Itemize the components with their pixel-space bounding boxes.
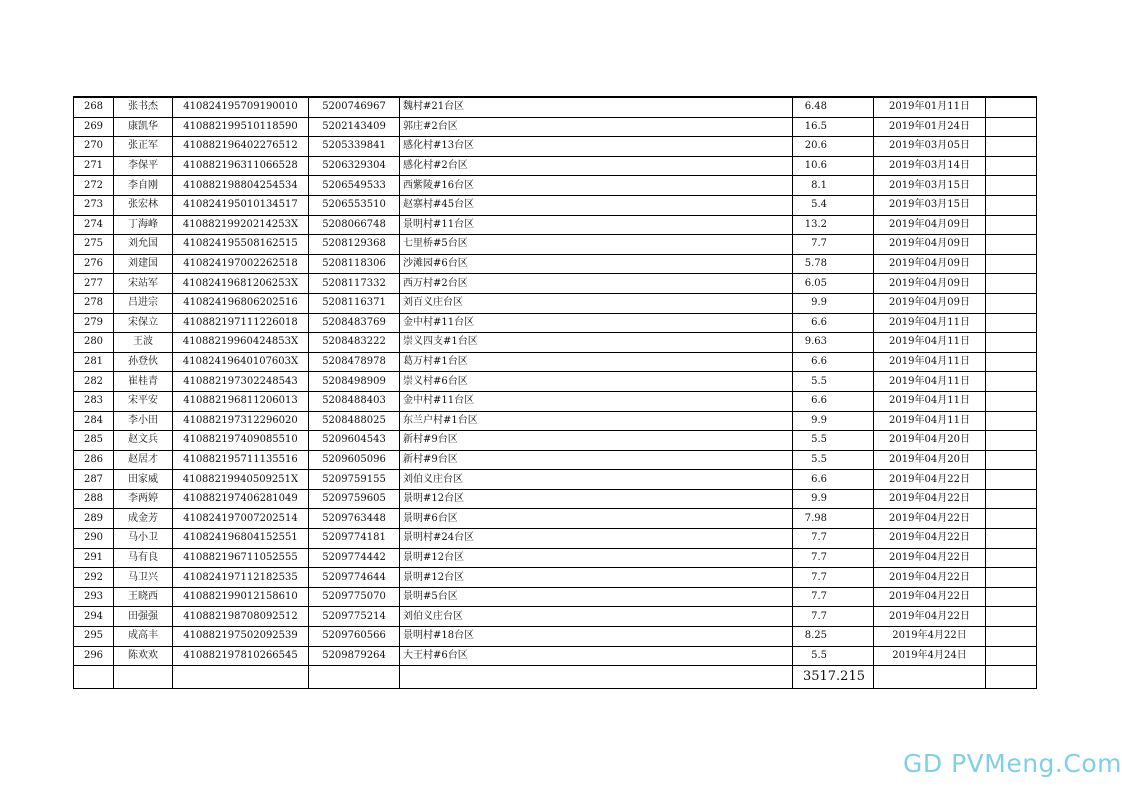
cell-number: 272 bbox=[74, 176, 114, 196]
cell-date: 2019年04月22日 bbox=[874, 607, 986, 627]
cell-number: 268 bbox=[74, 97, 114, 117]
cell-name: 马卫兴 bbox=[114, 568, 173, 588]
cell-number: 281 bbox=[74, 352, 114, 372]
cell-number: 277 bbox=[74, 274, 114, 294]
cell-id-number: 410824195010134517 bbox=[173, 195, 309, 215]
cell-date: 2019年04月09日 bbox=[874, 215, 986, 235]
cell-account: 5209759605 bbox=[309, 489, 400, 509]
cell-id-number: 410824195508162515 bbox=[173, 235, 309, 255]
cell-date: 2019年04月22日 bbox=[874, 489, 986, 509]
cell-name: 宋站军 bbox=[114, 274, 173, 294]
cell-capacity: 7.7 bbox=[793, 235, 874, 255]
cell-capacity: 5.5 bbox=[793, 372, 874, 392]
cell-remark bbox=[986, 156, 1037, 176]
cell-remark bbox=[986, 117, 1037, 137]
cell-name: 张正军 bbox=[114, 137, 173, 157]
cell-name: 王晓西 bbox=[114, 587, 173, 607]
cell-remark bbox=[986, 137, 1037, 157]
cell-location: 葛万村#1台区 bbox=[400, 352, 793, 372]
cell-remark bbox=[986, 372, 1037, 392]
cell-name: 吕进宗 bbox=[114, 293, 173, 313]
cell-id-number: 410882197302248543 bbox=[173, 372, 309, 392]
table-row bbox=[74, 627, 1037, 647]
cell-account: 5209774181 bbox=[309, 529, 400, 549]
cell-name: 李两婷 bbox=[114, 489, 173, 509]
cell-account: 5208488025 bbox=[309, 411, 400, 431]
table-row bbox=[74, 97, 1037, 117]
table-row bbox=[74, 529, 1037, 549]
cell-account: 5208118306 bbox=[309, 254, 400, 274]
cell-number: 295 bbox=[74, 627, 114, 647]
cell-id-number: 410824197007202514 bbox=[173, 509, 309, 529]
table-row bbox=[74, 313, 1037, 333]
cell-location: 郭庄#2台区 bbox=[400, 117, 793, 137]
cell-remark bbox=[986, 568, 1037, 588]
table-row bbox=[74, 431, 1037, 451]
cell-capacity: 20.6 bbox=[793, 137, 874, 157]
cell-id-number: 410882195711135516 bbox=[173, 450, 309, 470]
total-empty-cell bbox=[309, 666, 400, 689]
cell-name: 刘建国 bbox=[114, 254, 173, 274]
cell-id-number: 410882197502092539 bbox=[173, 627, 309, 647]
cell-number: 284 bbox=[74, 411, 114, 431]
cell-remark bbox=[986, 293, 1037, 313]
cell-number: 282 bbox=[74, 372, 114, 392]
cell-account: 5209774644 bbox=[309, 568, 400, 588]
cell-remark bbox=[986, 411, 1037, 431]
cell-remark bbox=[986, 391, 1037, 411]
cell-remark bbox=[986, 195, 1037, 215]
cell-location: 景明村#18台区 bbox=[400, 627, 793, 647]
cell-capacity: 7.7 bbox=[793, 529, 874, 549]
cell-location: 景明#6台区 bbox=[400, 509, 793, 529]
cell-account: 5208478978 bbox=[309, 352, 400, 372]
cell-id-number: 410824197002262518 bbox=[173, 254, 309, 274]
cell-date: 2019年01月11日 bbox=[874, 97, 986, 117]
cell-location: 大王村#6台区 bbox=[400, 646, 793, 666]
cell-name: 马小卫 bbox=[114, 529, 173, 549]
cell-capacity: 8.25 bbox=[793, 627, 874, 647]
cell-number: 290 bbox=[74, 529, 114, 549]
cell-name: 康凯华 bbox=[114, 117, 173, 137]
cell-name: 成高丰 bbox=[114, 627, 173, 647]
cell-account: 5209759155 bbox=[309, 470, 400, 490]
table-row bbox=[74, 195, 1037, 215]
cell-capacity: 5.5 bbox=[793, 646, 874, 666]
cell-date: 2019年04月22日 bbox=[874, 529, 986, 549]
table-row bbox=[74, 391, 1037, 411]
cell-number: 289 bbox=[74, 509, 114, 529]
cell-name: 李自刚 bbox=[114, 176, 173, 196]
cell-date: 2019年04月11日 bbox=[874, 313, 986, 333]
table-row bbox=[74, 450, 1037, 470]
cell-capacity: 5.4 bbox=[793, 195, 874, 215]
cell-remark bbox=[986, 509, 1037, 529]
cell-location: 魏村#21台区 bbox=[400, 97, 793, 117]
cell-name: 宋保立 bbox=[114, 313, 173, 333]
table-row bbox=[74, 607, 1037, 627]
table-row bbox=[74, 333, 1037, 353]
table-row bbox=[74, 235, 1037, 255]
cell-location: 沙滩园#6台区 bbox=[400, 254, 793, 274]
cell-capacity: 7.7 bbox=[793, 568, 874, 588]
cell-date: 2019年03月05日 bbox=[874, 137, 986, 157]
cell-date: 2019年04月20日 bbox=[874, 431, 986, 451]
cell-number: 279 bbox=[74, 313, 114, 333]
cell-remark bbox=[986, 254, 1037, 274]
cell-location: 景明村#11台区 bbox=[400, 215, 793, 235]
cell-id-number: 41088219920214253X bbox=[173, 215, 309, 235]
cell-account: 5208116371 bbox=[309, 293, 400, 313]
cell-remark bbox=[986, 431, 1037, 451]
cell-remark bbox=[986, 235, 1037, 255]
cell-capacity: 13.2 bbox=[793, 215, 874, 235]
cell-id-number: 410882199510118590 bbox=[173, 117, 309, 137]
cell-id-number: 410882197111226018 bbox=[173, 313, 309, 333]
cell-date: 2019年04月20日 bbox=[874, 450, 986, 470]
cell-remark bbox=[986, 450, 1037, 470]
cell-id-number: 410882197312296020 bbox=[173, 411, 309, 431]
cell-capacity: 5.5 bbox=[793, 431, 874, 451]
cell-number: 296 bbox=[74, 646, 114, 666]
cell-account: 5208483769 bbox=[309, 313, 400, 333]
cell-capacity: 7.7 bbox=[793, 587, 874, 607]
cell-date: 2019年03月15日 bbox=[874, 176, 986, 196]
cell-capacity: 16.5 bbox=[793, 117, 874, 137]
cell-location: 刘伯义庄台区 bbox=[400, 470, 793, 490]
cell-number: 274 bbox=[74, 215, 114, 235]
cell-account: 5208498909 bbox=[309, 372, 400, 392]
cell-account: 5209775070 bbox=[309, 587, 400, 607]
cell-id-number: 410882196311066528 bbox=[173, 156, 309, 176]
cell-id-number: 41088219940509251X bbox=[173, 470, 309, 490]
cell-number: 280 bbox=[74, 333, 114, 353]
cell-date: 2019年4月24日 bbox=[874, 646, 986, 666]
cell-remark bbox=[986, 470, 1037, 490]
table-row bbox=[74, 646, 1037, 666]
cell-capacity: 6.05 bbox=[793, 274, 874, 294]
cell-date: 2019年04月11日 bbox=[874, 333, 986, 353]
table-row bbox=[74, 587, 1037, 607]
cell-name: 王波 bbox=[114, 333, 173, 353]
cell-date: 2019年03月15日 bbox=[874, 195, 986, 215]
cell-id-number: 41082419640107603X bbox=[173, 352, 309, 372]
total-empty-cell bbox=[74, 666, 114, 689]
cell-location: 景明#12台区 bbox=[400, 568, 793, 588]
cell-account: 5206329304 bbox=[309, 156, 400, 176]
cell-date: 2019年04月11日 bbox=[874, 352, 986, 372]
cell-date: 2019年04月09日 bbox=[874, 254, 986, 274]
cell-account: 5208483222 bbox=[309, 333, 400, 353]
cell-remark bbox=[986, 627, 1037, 647]
table-row bbox=[74, 274, 1037, 294]
cell-id-number: 410882198708092512 bbox=[173, 607, 309, 627]
cell-date: 2019年04月11日 bbox=[874, 372, 986, 392]
cell-remark bbox=[986, 333, 1037, 353]
cell-capacity: 9.9 bbox=[793, 411, 874, 431]
cell-location: 东兰户村#1台区 bbox=[400, 411, 793, 431]
cell-id-number: 41088219960424853X bbox=[173, 333, 309, 353]
cell-remark bbox=[986, 646, 1037, 666]
cell-location: 感化村#13台区 bbox=[400, 137, 793, 157]
cell-account: 5206553510 bbox=[309, 195, 400, 215]
cell-account: 5208117332 bbox=[309, 274, 400, 294]
cell-location: 新村#9台区 bbox=[400, 431, 793, 451]
cell-name: 成金芳 bbox=[114, 509, 173, 529]
cell-number: 293 bbox=[74, 587, 114, 607]
cell-capacity: 7.98 bbox=[793, 509, 874, 529]
table-body bbox=[74, 97, 1037, 666]
cell-capacity: 10.6 bbox=[793, 156, 874, 176]
cell-date: 2019年04月22日 bbox=[874, 568, 986, 588]
cell-capacity: 5.5 bbox=[793, 450, 874, 470]
table-row bbox=[74, 372, 1037, 392]
cell-number: 275 bbox=[74, 235, 114, 255]
cell-capacity: 8.1 bbox=[793, 176, 874, 196]
cell-name: 田强强 bbox=[114, 607, 173, 627]
cell-account: 5209775214 bbox=[309, 607, 400, 627]
cell-account: 5209879264 bbox=[309, 646, 400, 666]
cell-location: 景明#12台区 bbox=[400, 489, 793, 509]
cell-date: 2019年04月11日 bbox=[874, 411, 986, 431]
cell-remark bbox=[986, 352, 1037, 372]
cell-location: 景明村#24台区 bbox=[400, 529, 793, 549]
table-row bbox=[74, 470, 1037, 490]
cell-number: 291 bbox=[74, 548, 114, 568]
cell-location: 金中村#11台区 bbox=[400, 313, 793, 333]
table-row bbox=[74, 548, 1037, 568]
cell-location: 刘伯义庄台区 bbox=[400, 607, 793, 627]
cell-date: 2019年01月24日 bbox=[874, 117, 986, 137]
cell-account: 5208066748 bbox=[309, 215, 400, 235]
table-row bbox=[74, 293, 1037, 313]
cell-id-number: 410824195709190010 bbox=[173, 97, 309, 117]
cell-number: 270 bbox=[74, 137, 114, 157]
cell-name: 李小田 bbox=[114, 411, 173, 431]
cell-id-number: 410824197112182535 bbox=[173, 568, 309, 588]
cell-remark bbox=[986, 97, 1037, 117]
table-row bbox=[74, 176, 1037, 196]
cell-id-number: 410882196711052555 bbox=[173, 548, 309, 568]
cell-remark bbox=[986, 215, 1037, 235]
table-row bbox=[74, 509, 1037, 529]
cell-date: 2019年04月09日 bbox=[874, 293, 986, 313]
cell-remark bbox=[986, 607, 1037, 627]
cell-id-number: 410824196804152551 bbox=[173, 529, 309, 549]
total-empty-cell bbox=[874, 666, 986, 689]
total-empty-cell bbox=[173, 666, 309, 689]
total-empty-cell bbox=[986, 666, 1037, 689]
cell-number: 273 bbox=[74, 195, 114, 215]
cell-capacity: 9.63 bbox=[793, 333, 874, 353]
cell-location: 金中村#11台区 bbox=[400, 391, 793, 411]
cell-id-number: 410882196402276512 bbox=[173, 137, 309, 157]
cell-remark bbox=[986, 529, 1037, 549]
cell-date: 2019年03月14日 bbox=[874, 156, 986, 176]
cell-account: 5209604543 bbox=[309, 431, 400, 451]
cell-location: 崇义村#6台区 bbox=[400, 372, 793, 392]
cell-remark bbox=[986, 489, 1037, 509]
cell-capacity: 6.6 bbox=[793, 352, 874, 372]
cell-number: 292 bbox=[74, 568, 114, 588]
cell-remark bbox=[986, 274, 1037, 294]
cell-remark bbox=[986, 587, 1037, 607]
cell-location: 新村#9台区 bbox=[400, 450, 793, 470]
cell-date: 2019年04月22日 bbox=[874, 470, 986, 490]
cell-location: 刘百义庄台区 bbox=[400, 293, 793, 313]
cell-capacity: 6.6 bbox=[793, 391, 874, 411]
cell-number: 278 bbox=[74, 293, 114, 313]
cell-date: 2019年04月22日 bbox=[874, 548, 986, 568]
cell-id-number: 410882198804254534 bbox=[173, 176, 309, 196]
cell-date: 2019年04月22日 bbox=[874, 509, 986, 529]
cell-remark bbox=[986, 176, 1037, 196]
cell-location: 感化村#2台区 bbox=[400, 156, 793, 176]
cell-account: 5206549533 bbox=[309, 176, 400, 196]
table-row bbox=[74, 489, 1037, 509]
cell-location: 西万村#2台区 bbox=[400, 274, 793, 294]
cell-capacity: 7.7 bbox=[793, 607, 874, 627]
cell-name: 李保平 bbox=[114, 156, 173, 176]
cell-id-number: 41082419681206253X bbox=[173, 274, 309, 294]
cell-number: 276 bbox=[74, 254, 114, 274]
cell-number: 283 bbox=[74, 391, 114, 411]
cell-capacity: 9.9 bbox=[793, 293, 874, 313]
cell-account: 5205339841 bbox=[309, 137, 400, 157]
cell-account: 5209763448 bbox=[309, 509, 400, 529]
cell-location: 赵寨村#45台区 bbox=[400, 195, 793, 215]
cell-name: 丁海峰 bbox=[114, 215, 173, 235]
cell-name: 宋平安 bbox=[114, 391, 173, 411]
table-row bbox=[74, 117, 1037, 137]
cell-name: 崔桂青 bbox=[114, 372, 173, 392]
cell-capacity: 6.48 bbox=[793, 97, 874, 117]
table-row bbox=[74, 254, 1037, 274]
cell-id-number: 410882197409085510 bbox=[173, 431, 309, 451]
total-empty-cell bbox=[114, 666, 173, 689]
table-row bbox=[74, 411, 1037, 431]
table-row bbox=[74, 352, 1037, 372]
cell-account: 5202143409 bbox=[309, 117, 400, 137]
cell-account: 5208488403 bbox=[309, 391, 400, 411]
cell-date: 2019年04月11日 bbox=[874, 391, 986, 411]
total-row bbox=[74, 666, 1037, 689]
cell-name: 赵居才 bbox=[114, 450, 173, 470]
cell-id-number: 410882199012158610 bbox=[173, 587, 309, 607]
table-row bbox=[74, 215, 1037, 235]
cell-remark bbox=[986, 548, 1037, 568]
cell-number: 286 bbox=[74, 450, 114, 470]
watermark: GD PVMeng.Com bbox=[903, 749, 1122, 778]
cell-number: 271 bbox=[74, 156, 114, 176]
cell-location: 七里桥#5台区 bbox=[400, 235, 793, 255]
cell-remark bbox=[986, 313, 1037, 333]
cell-account: 5208129368 bbox=[309, 235, 400, 255]
cell-capacity: 9.9 bbox=[793, 489, 874, 509]
cell-id-number: 410882197406281049 bbox=[173, 489, 309, 509]
record-table bbox=[73, 96, 1037, 689]
cell-account: 5209774442 bbox=[309, 548, 400, 568]
cell-name: 张书杰 bbox=[114, 97, 173, 117]
cell-location: 崇义四支#1台区 bbox=[400, 333, 793, 353]
table-row bbox=[74, 156, 1037, 176]
cell-date: 2019年04月09日 bbox=[874, 274, 986, 294]
cell-date: 2019年4月22日 bbox=[874, 627, 986, 647]
cell-number: 294 bbox=[74, 607, 114, 627]
cell-account: 5209760566 bbox=[309, 627, 400, 647]
cell-number: 269 bbox=[74, 117, 114, 137]
cell-id-number: 410824196806202516 bbox=[173, 293, 309, 313]
cell-capacity: 5.78 bbox=[793, 254, 874, 274]
cell-date: 2019年04月22日 bbox=[874, 587, 986, 607]
cell-number: 287 bbox=[74, 470, 114, 490]
table-row bbox=[74, 568, 1037, 588]
cell-name: 刘允国 bbox=[114, 235, 173, 255]
cell-name: 孙登伙 bbox=[114, 352, 173, 372]
cell-location: 西紫陵#16台区 bbox=[400, 176, 793, 196]
cell-id-number: 410882196811206013 bbox=[173, 391, 309, 411]
cell-name: 马有良 bbox=[114, 548, 173, 568]
total-capacity: 3517.215 bbox=[793, 666, 874, 689]
cell-name: 张宏林 bbox=[114, 195, 173, 215]
cell-capacity: 6.6 bbox=[793, 470, 874, 490]
cell-number: 285 bbox=[74, 431, 114, 451]
cell-location: 景明#5台区 bbox=[400, 587, 793, 607]
cell-id-number: 410882197810266545 bbox=[173, 646, 309, 666]
cell-capacity: 7.7 bbox=[793, 548, 874, 568]
cell-name: 赵文兵 bbox=[114, 431, 173, 451]
table-footer bbox=[74, 666, 1037, 689]
cell-location: 景明#12台区 bbox=[400, 548, 793, 568]
cell-account: 5209605096 bbox=[309, 450, 400, 470]
cell-number: 288 bbox=[74, 489, 114, 509]
table-row bbox=[74, 137, 1037, 157]
total-empty-cell bbox=[400, 666, 793, 689]
cell-name: 田家威 bbox=[114, 470, 173, 490]
cell-name: 陈欢欢 bbox=[114, 646, 173, 666]
cell-account: 5200746967 bbox=[309, 97, 400, 117]
cell-capacity: 6.6 bbox=[793, 313, 874, 333]
cell-date: 2019年04月09日 bbox=[874, 235, 986, 255]
